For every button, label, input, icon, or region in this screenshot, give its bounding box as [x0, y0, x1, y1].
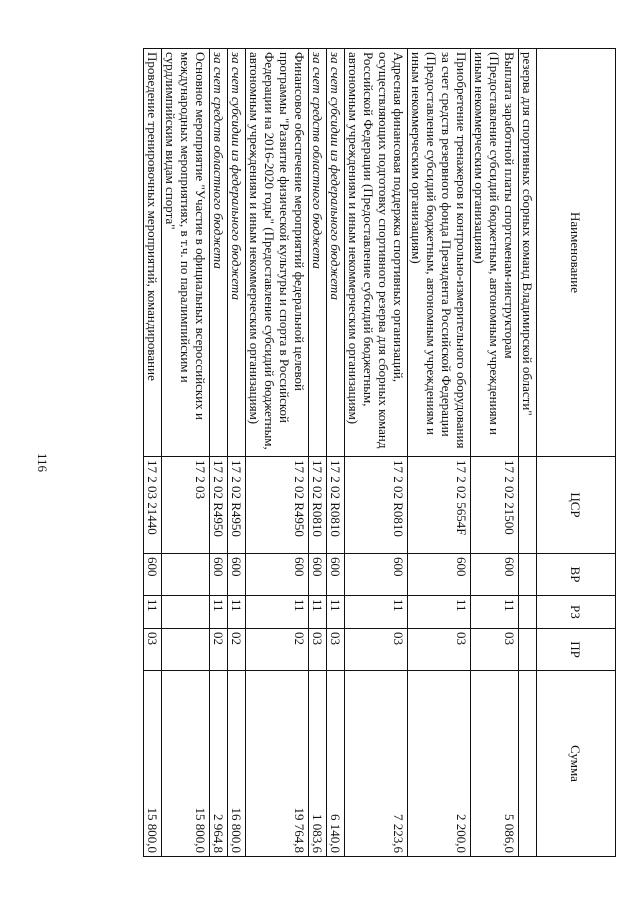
cell-vr: 600: [327, 554, 345, 596]
table-row: [246, 49, 309, 857]
cell-sum: 15 800,0: [144, 671, 162, 857]
cell-pr: 03: [471, 629, 519, 671]
page-number: 116: [35, 453, 50, 473]
cell-csr: 17 2 02 R4950: [210, 457, 228, 554]
cell-pr: [162, 629, 210, 671]
cell-pr: 02: [210, 629, 228, 671]
cell-sum: 2 964,8: [210, 671, 228, 857]
cell-vr: 600: [144, 554, 162, 596]
header-pr: ПР: [537, 629, 616, 671]
cell-rz: 11: [246, 596, 309, 629]
cell-pr: 03: [408, 629, 471, 671]
cell-csr: 17 2 02 R4950: [228, 457, 246, 554]
table-row: [408, 49, 471, 857]
cell-rz: 11: [144, 596, 162, 629]
cell-sum: 19 764,8: [246, 671, 309, 857]
table-row: [309, 49, 327, 857]
cell-sum: 7 223,6: [345, 671, 408, 857]
cell-name: Финансовое обеспечение мероприятий федеральной целевой программы "Развитие физической культуры и спорта в Российской Федерации на 2016-2020 годы" (Предоставление субсидий бюджетным, автономным учреждениям и иным некоммерческим организациям): [246, 49, 309, 457]
cell-vr: 600: [228, 554, 246, 596]
header-name: Наименование: [537, 49, 616, 457]
cell-pr: 02: [246, 629, 309, 671]
cell-pr: [519, 629, 537, 671]
table-row: [471, 49, 519, 857]
cell-rz: 11: [345, 596, 408, 629]
cell-rz: 11: [408, 596, 471, 629]
cell-rz: [519, 596, 537, 629]
cell-sum: 1 083,6: [309, 671, 327, 857]
cell-csr: 17 2 02 R0810: [327, 457, 345, 554]
header-csr: ЦСР: [537, 457, 616, 554]
cell-name: Приобретение тренажеров и контрольно-измерительного оборудования за счет средств резервного фонда Президента Российской Федерации (Предоставление субсидий бюджетным, автономным учреждениям и иным некоммерческим организациям): [408, 49, 471, 457]
cell-name: Основное мероприятие "Участие в официальных всероссийских и международных мероприятиях, в т.ч. по паралимпийским и сурдлимпийским видам спорта": [162, 49, 210, 457]
cell-name: за счет средств областного бюджета: [309, 49, 327, 457]
cell-csr: 17 2 02 21500: [471, 457, 519, 554]
cell-name: Выплата заработной платы спортсменам-инструкторам (Предоставление субсидий бюджетным, автономным учреждениям и иным некоммерческим организациям): [471, 49, 519, 457]
cell-name: резерва для спортивных сборных команд Владимирской области": [519, 49, 537, 457]
table-row: [519, 49, 537, 857]
cell-sum: 15 800,0: [162, 671, 210, 857]
cell-vr: 600: [345, 554, 408, 596]
header-sum: Сумма: [537, 671, 616, 857]
cell-rz: 11: [228, 596, 246, 629]
cell-pr: 03: [345, 629, 408, 671]
cell-sum: 2 200,0: [408, 671, 471, 857]
cell-vr: 600: [246, 554, 309, 596]
cell-rz: 11: [309, 596, 327, 629]
cell-pr: 03: [144, 629, 162, 671]
rotated-page: [143, 48, 616, 856]
cell-vr: 600: [471, 554, 519, 596]
cell-sum: [519, 671, 537, 857]
cell-name: Проведение тренировочных мероприятий, командирование: [144, 49, 162, 457]
cell-vr: 600: [408, 554, 471, 596]
cell-rz: [162, 596, 210, 629]
cell-vr: [519, 554, 537, 596]
cell-name: за счет средств областного бюджета: [210, 49, 228, 457]
cell-name: за счет субсидии из федерального бюджета: [327, 49, 345, 457]
cell-csr: 17 2 03: [162, 457, 210, 554]
cell-pr: 03: [309, 629, 327, 671]
header-rz: РЗ: [537, 596, 616, 629]
cell-rz: 11: [210, 596, 228, 629]
cell-sum: 6 140,0: [327, 671, 345, 857]
cell-csr: 17 2 02 R4950: [246, 457, 309, 554]
cell-pr: 02: [228, 629, 246, 671]
cell-sum: 16 800,0: [228, 671, 246, 857]
cell-name: Адресная финансовая поддержка спортивных организаций, осуществляющих подготовку спортивного резерва для сборных команд Российской Федерации (Предоставление субсидий бюджетным, автономным учреждениям и иным некоммерческим организациям): [345, 49, 408, 457]
table-header-row: [537, 49, 616, 857]
table-row: [162, 49, 210, 857]
cell-csr: 17 2 02 5654F: [408, 457, 471, 554]
cell-vr: 600: [309, 554, 327, 596]
cell-rz: 11: [327, 596, 345, 629]
header-vr: ВР: [537, 554, 616, 596]
cell-csr: 17 2 02 R0810: [345, 457, 408, 554]
cell-csr: 17 2 02 R0810: [309, 457, 327, 554]
cell-vr: [162, 554, 210, 596]
cell-vr: 600: [210, 554, 228, 596]
table-row: [144, 49, 162, 857]
table-row: [210, 49, 228, 857]
table-row: [345, 49, 408, 857]
cell-sum: 5 086,0: [471, 671, 519, 857]
cell-csr: [519, 457, 537, 554]
table-row: [327, 49, 345, 857]
cell-pr: 03: [327, 629, 345, 671]
cell-csr: 17 2 03 21440: [144, 457, 162, 554]
cell-name: за счет субсидии из федерального бюджета: [228, 49, 246, 457]
cell-rz: 11: [471, 596, 519, 629]
table-row: [228, 49, 246, 857]
budget-table: [143, 48, 616, 857]
